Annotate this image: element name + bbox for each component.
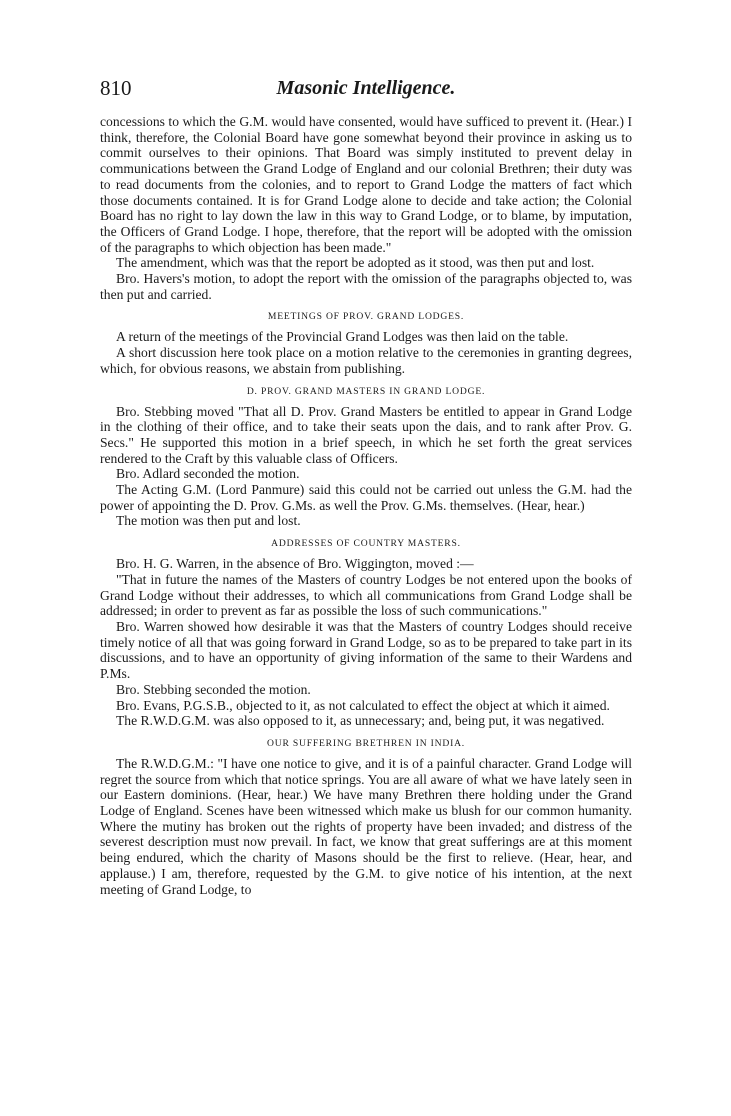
paragraph: Bro. Adlard seconded the motion. [116,466,300,482]
paragraph: A short discussion here took place on a motion relative to the ceremonies in granting degrees, which, for obvious reasons, we abstain from publishing. [100,345,632,376]
section-heading: ADDRESSES OF COUNTRY MASTERS. [271,538,461,550]
paragraph: The R.W.D.G.M.: "I have one notice to give, and it is of a painful character. Grand Lodge will regret the source from which that notice springs. You are all aware of what we have lately seen in our Eastern dominions. (Hear, hear.) We have many Brethren there holding under the Grand Lodge of England. Scenes have been witnessed which make us blush for our common humanity. Where the mutiny has broken out the rights of property have been invaded; and distress of the severest description must now prevail. In fact, we know that great sufferings are at this moment being endured, which the charity of Masons should be the first to relieve. (Hear, hear, and applause.) I am, therefore, requested by the G.M. to give notice of his intention, at the next meeting of Grand Lodge, to [100,755,632,897]
paragraph: "That in future the names of the Masters of country Lodges be not entered upon the books of Grand Lodge without their addresses, to which all communications from Grand Lodge shall be addressed; in order to prevent as far as possible the loss of such communications." [100,571,632,619]
document-page [100,74,632,897]
paragraph: Bro. Warren showed how desirable it was that the Masters of country Lodges should receive timely notice of all that was going forward in Grand Lodge, so as to be prepared to take part in its discussions, and to have an opportunity of giving information of the same to their Wardens and P.Ms. [100,618,632,682]
running-head [100,74,632,104]
section-heading: D. PROV. GRAND MASTERS IN GRAND LODGE. [246,385,486,397]
paragraph: Bro. Stebbing seconded the motion. [116,681,311,697]
paragraph: Bro. Evans, P.G.S.B., objected to it, as not calculated to effect the object at which it aimed. [116,697,610,713]
paragraph: A return of the meetings of the Provincial Grand Lodges was then laid on the table. [116,329,569,345]
paragraph: The Acting G.M. (Lord Panmure) said this could not be carried out unless the G.M. had the power of appointing the D. Prov. G.Ms. as well the Prov. G.Ms. themselves. (Hear, hear.) [100,482,632,513]
running-title: Masonic Intelligence. [276,77,456,99]
paragraph: The amendment, which was that the report be adopted as it stood, was then put and lost. [116,255,595,271]
section-heading: MEETINGS OF PROV. GRAND LODGES. [267,311,465,323]
paragraph: The R.W.D.G.M. was also opposed to it, as unnecessary; and, being put, it was negatived. [116,713,605,729]
article-body [100,114,632,897]
paragraph: The motion was then put and lost. [116,513,301,529]
paragraph: concessions to which the G.M. would have consented, would have sufficed to prevent it. (Hear.) I think, therefore, the Colonial Board have gone somewhat beyond their province in asking us to commit ourselves to their opinions. That Board was simply instituted to prevent delay in communications between the Grand Lodge of England and our colonial Brethren; their duty was to read documents from the colonies, and to report to Grand Lodge the matters of fact which those documents contained. It is for Grand Lodge alone to decide and take action; the Colonial Board has no right to lay down the law in this way to Grand Lodge, or to blame, by imputation, the Officers of Grand Lodge. I hope, therefore, that the report will be adopted with the omission of the paragraphs to which objection has been made." [100,114,632,255]
page-number: 810 [100,76,132,100]
paragraph: Bro. Stebbing moved "That all D. Prov. Grand Masters be entitled to appear in Grand Lodge in the clothing of their office, and to take their seats upon the dais, and to rank after Prov. G. Secs." He supported this motion in a brief speech, in which he set forth the great services rendered to the Craft by this valuable class of Officers. [100,403,632,466]
paragraph: Bro. H. G. Warren, in the absence of Bro. Wiggington, moved :— [116,556,474,572]
paragraph: Bro. Havers's motion, to adopt the report with the omission of the paragraphs objected to, was then put and carried. [100,271,632,302]
section-heading: OUR SUFFERING BRETHREN IN INDIA. [266,737,466,749]
